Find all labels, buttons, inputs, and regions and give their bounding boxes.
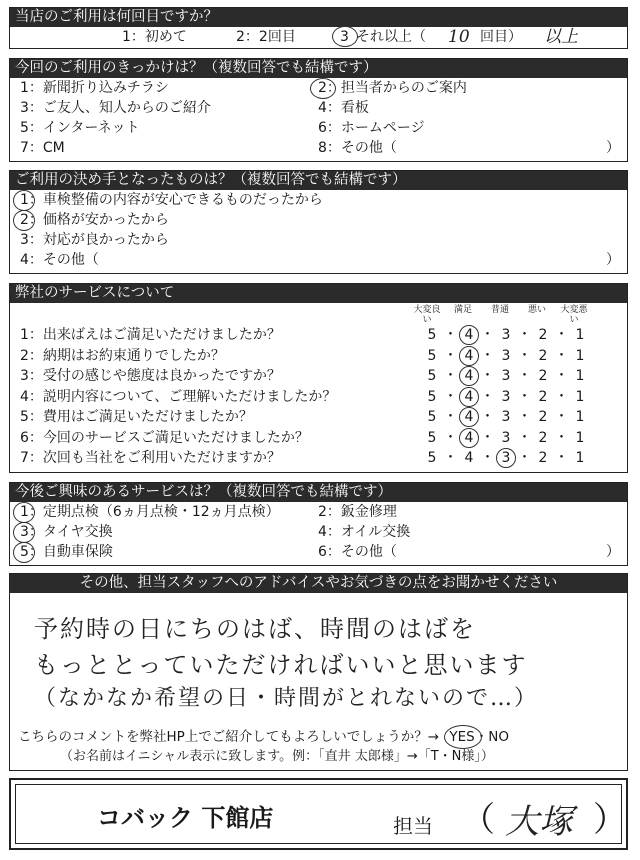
selected-mark (459, 346, 479, 366)
rating-row (10, 407, 627, 428)
rating-separator: ・ (443, 388, 458, 405)
rating-choice-3[interactable]: 3 (501, 450, 511, 466)
rating-choice-3[interactable]: 3 (501, 429, 511, 446)
comment-section (9, 573, 628, 771)
selected-mark (13, 502, 35, 523)
rating-separator: ・ (480, 347, 495, 364)
rating-question: 7：次回も当社をご利用いただけますか？ (20, 450, 281, 466)
rating-scale (424, 428, 588, 448)
yes-option[interactable]: YES (449, 729, 475, 745)
rating-separator: ・ (443, 327, 458, 343)
service-rating-header: 弊社のサービスについて (10, 284, 627, 303)
close-paren: ） (606, 140, 620, 156)
rating-separator: ・ (517, 429, 532, 446)
rating-question: 2：納期はお約束通りでしたか？ (20, 347, 225, 364)
decision-row (10, 230, 627, 250)
rating-choice-1[interactable]: 1 (575, 327, 585, 343)
rating-separator: ・ (517, 450, 532, 466)
rating-choice-1[interactable]: 1 (575, 347, 585, 364)
rating-row (10, 325, 627, 346)
rating-choice-5[interactable]: 5 (427, 368, 437, 384)
rating-separator: ・ (443, 450, 458, 466)
selected-mark (13, 190, 35, 211)
interest-header: 今後ご興味のあるサービスは？（複数回答でも結構です） (10, 483, 627, 502)
handwritten-extra: 以上 (544, 27, 578, 47)
rating-separator: ・ (480, 368, 495, 384)
selected-mark (496, 448, 516, 468)
column-header: 悪い (527, 305, 546, 315)
rating-choice-4[interactable]: 4 (464, 347, 474, 364)
trigger-option[interactable]: 6：ホームページ (318, 120, 425, 136)
rating-separator: ・ (517, 327, 532, 343)
rating-scale (424, 407, 588, 427)
selected-mark (459, 325, 479, 345)
selected-mark (459, 407, 479, 427)
rating-choice-1[interactable]: 1 (575, 450, 585, 466)
rating-choice-1[interactable]: 1 (575, 388, 585, 405)
selected-mark (459, 387, 479, 407)
rating-separator: ・ (517, 347, 532, 364)
initial-note: （お名前はイニシャル表示に致します。例：「直井 太郎様」→「T・N様」） (60, 749, 494, 764)
trigger-option[interactable]: 1：新聞折り込みチラシ (20, 80, 169, 96)
rating-choice-5[interactable]: 5 (427, 388, 437, 405)
visit-count-options (10, 27, 627, 47)
rating-choice-2[interactable]: 2 (538, 429, 548, 446)
rating-scale (424, 387, 588, 407)
option-first[interactable]: 1：初めて (122, 29, 187, 45)
rating-choice-2[interactable]: 2 (538, 368, 548, 384)
trigger-option[interactable]: 5：インターネット (20, 120, 140, 136)
selected-mark (332, 26, 358, 47)
trigger-row (10, 78, 627, 98)
rating-scale (424, 325, 588, 345)
rating-choice-5[interactable]: 5 (427, 409, 437, 425)
decision-option[interactable]: 3：対応が良かったから (20, 232, 169, 248)
option-second[interactable]: 2：2回目 (236, 29, 296, 45)
store-footer (9, 778, 628, 850)
option-more-tail: 回目） (480, 29, 522, 45)
column-header: 満足 (453, 305, 472, 315)
decision-row (10, 210, 627, 230)
selected-mark (459, 428, 479, 448)
rating-choice-3[interactable]: 3 (501, 327, 511, 343)
rating-separator: ・ (517, 388, 532, 405)
visit-count-header: 当店のご利用は何回目ですか？ (10, 8, 627, 27)
decision-row (10, 250, 627, 270)
selected-mark (459, 366, 479, 386)
rating-scale (424, 366, 588, 386)
yes-option-wrap (449, 729, 474, 745)
rating-separator: ・ (443, 368, 458, 384)
visit-count-value[interactable]: 10 (448, 27, 470, 47)
rating-separator: ・ (554, 327, 569, 343)
rating-separator: ・ (480, 388, 495, 405)
rating-choice-3[interactable]: 3 (501, 368, 511, 384)
rating-separator: ・ (443, 429, 458, 446)
rating-choice-4[interactable]: 4 (464, 368, 474, 384)
trigger-option[interactable]: 8：その他（ (318, 140, 397, 156)
rating-row (10, 448, 627, 469)
trigger-row (10, 118, 627, 138)
rating-rows (10, 325, 627, 469)
rating-separator: ・ (554, 450, 569, 466)
interest-option[interactable]: 1：定期点検（6ヵ月点検・12ヵ月点検） (20, 504, 280, 520)
rating-choice-3[interactable]: 3 (501, 409, 511, 425)
rating-choice-5[interactable]: 5 (427, 429, 437, 446)
interest-option[interactable]: 4：オイル交換 (318, 524, 411, 540)
decision-section (9, 170, 628, 274)
rating-choice-2[interactable]: 2 (538, 450, 548, 466)
close-paren: ） (606, 252, 620, 268)
trigger-option[interactable]: 2：担当者からのご案内 (318, 80, 467, 96)
rating-separator: ・ (517, 368, 532, 384)
interest-option[interactable]: 2：鈑金修理 (318, 504, 397, 520)
rating-separator: ・ (554, 429, 569, 446)
comment-body (10, 593, 627, 770)
trigger-section (9, 58, 628, 162)
comment-header: その他、担当スタッフへのアドバイスやお気づきの点をお聞かせください (10, 574, 627, 593)
rating-row (10, 366, 627, 387)
trigger-row (10, 98, 627, 118)
option-more-number[interactable]: 3 (340, 29, 349, 45)
rating-separator: ・ (517, 409, 532, 425)
trigger-row (10, 138, 627, 158)
no-option[interactable]: NO (488, 729, 509, 745)
rating-separator: ・ (480, 409, 495, 425)
selected-mark (13, 522, 35, 543)
rating-choice-2[interactable]: 2 (538, 388, 548, 405)
rating-separator: ・ (554, 409, 569, 425)
rating-choice-4[interactable]: 4 (464, 388, 474, 405)
store-name: コバック 下館店 (97, 804, 274, 832)
rating-choice-2[interactable]: 2 (538, 327, 548, 343)
rating-separator: ・ (480, 429, 495, 446)
trigger-header: 今回のご利用のきっかけは？（複数回答でも結構です） (10, 59, 627, 78)
interest-row (10, 502, 627, 522)
trigger-option[interactable]: 7：CM (20, 140, 65, 156)
column-header: 普通 (490, 305, 509, 315)
rating-question: 3：受付の感じや態度は良かったですか？ (20, 368, 281, 384)
rating-choice-5[interactable]: 5 (427, 450, 437, 466)
service-rating-section (9, 283, 628, 473)
hp-permission (18, 725, 509, 745)
decision-header: ご利用の決め手となったものは？（複数回答でも結構です） (10, 171, 627, 190)
rating-choice-4[interactable]: 4 (464, 450, 474, 466)
interest-section (9, 482, 628, 566)
decision-row (10, 190, 627, 210)
hp-permission-question: こちらのコメントを弊社HP上でご紹介してもよろしいでしょうか？→ (18, 729, 440, 745)
comment-text-line[interactable]: 予約時の日にちのはば、時間のはばを (34, 615, 476, 643)
rating-scale (424, 346, 588, 366)
rating-choice-1[interactable]: 1 (575, 409, 585, 425)
column-header: 大変良い (413, 305, 441, 325)
interest-row (10, 542, 627, 562)
staff-close-paren: ） (593, 800, 627, 840)
rating-separator: ・ (554, 388, 569, 405)
rating-choice-5[interactable]: 5 (427, 347, 437, 364)
rating-question: 4：説明内容について、ご理解いただけましたか？ (20, 388, 337, 405)
rating-separator: ・ (554, 368, 569, 384)
rating-choice-1[interactable]: 1 (575, 429, 585, 446)
interest-option[interactable]: 6：その他（ (318, 544, 397, 560)
rating-choice-3[interactable]: 3 (501, 388, 511, 405)
selected-mark (13, 210, 35, 231)
decision-option[interactable]: 2：価格が安かったから (20, 212, 169, 228)
comment-text-line[interactable]: もっととっていただければいいと思います (34, 651, 528, 679)
column-header: 大変悪い (560, 305, 588, 325)
rating-separator: ・ (443, 409, 458, 425)
interest-row (10, 522, 627, 542)
comment-text-line[interactable]: （なかなか希望の日・時間がとれないので…） (34, 686, 539, 711)
rating-question: 5：費用はご満足いただけましたか？ (20, 409, 253, 425)
rating-row (10, 346, 627, 367)
decision-option[interactable]: 4：その他（ (20, 252, 99, 268)
separator-dot: ・ (474, 729, 489, 745)
interest-option[interactable]: 5：自動車保険 (20, 544, 113, 560)
staff-label: 担当 (393, 814, 433, 838)
selected-mark (310, 78, 336, 99)
rating-choice-5[interactable]: 5 (427, 327, 437, 343)
close-paren: ） (606, 544, 620, 560)
rating-choice-2[interactable]: 2 (538, 409, 548, 425)
rating-question: 1：出来ばえはご満足いただけましたか？ (20, 327, 281, 343)
staff-name[interactable]: 大塚 (505, 802, 573, 842)
rating-separator: ・ (443, 347, 458, 364)
rating-choice-4[interactable]: 4 (464, 409, 474, 425)
rating-choice-3[interactable]: 3 (501, 347, 511, 364)
trigger-option[interactable]: 4：看板 (318, 100, 369, 116)
rating-separator: ・ (480, 450, 495, 466)
rating-row (10, 387, 627, 408)
visit-count-section (9, 7, 628, 49)
rating-choice-1[interactable]: 1 (575, 368, 585, 384)
rating-column-headers (10, 303, 627, 325)
option-more[interactable]: それ以上（ (356, 29, 426, 45)
interest-option[interactable]: 3：タイヤ交換 (20, 524, 113, 540)
rating-choice-4[interactable]: 4 (464, 327, 474, 343)
staff-open-paren: （ (461, 800, 495, 840)
rating-separator: ・ (480, 327, 495, 343)
rating-choice-4[interactable]: 4 (464, 429, 474, 446)
rating-question: 6：今回のサービスご満足いただけましたか？ (20, 429, 309, 446)
rating-scale (424, 448, 588, 468)
rating-choice-2[interactable]: 2 (538, 347, 548, 364)
trigger-option[interactable]: 3：ご友人、知人からのご紹介 (20, 100, 211, 116)
selected-mark (13, 542, 35, 563)
decision-option[interactable]: 1：車検整備の内容が安心できるものだったから (20, 192, 323, 208)
rating-row (10, 428, 627, 449)
rating-separator: ・ (554, 347, 569, 364)
